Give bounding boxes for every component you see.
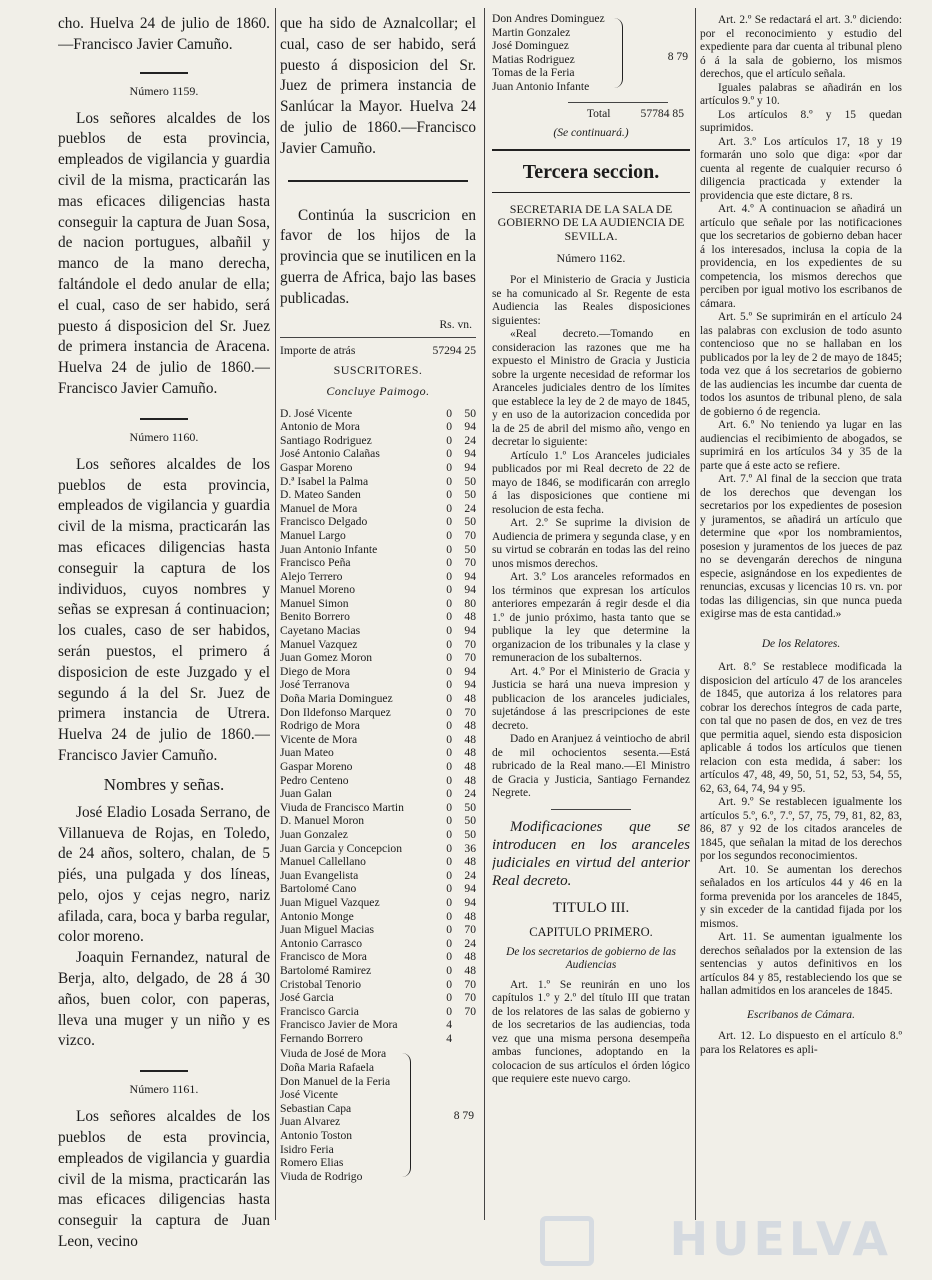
subscriber-cents: 70 xyxy=(464,556,476,570)
notice-number: Número 1160. xyxy=(129,429,199,444)
subscriber-reales: 0 xyxy=(446,814,452,828)
subscriber-name: Isidro Feria xyxy=(280,1142,334,1156)
total-value: 57784 85 xyxy=(640,106,684,120)
group-member xyxy=(280,1129,476,1143)
watermark-text: HUELVA xyxy=(669,1212,892,1266)
paragraph: Continúa la suscricion en favor de los hijos de la provincia que se inutilicen en la guerra de Africa, bajo las bases publicadas. xyxy=(280,206,476,307)
capitulo-heading: CAPITULO PRIMERO. xyxy=(529,924,653,939)
subscriber-cents: 94 xyxy=(464,583,476,597)
subscriber-name: Juan Gonzalez xyxy=(280,827,348,841)
subscriber-name: Cayetano Macias xyxy=(280,624,361,638)
paragraph: Los señores alcaldes de los pueblos de esta provincia, empleados de vigilancia y guardia civil de la misma, practicarán las mas eficaces diligencias hasta conseguir la captura de los individuos, cuyos nombres y señas se expresan á continuacion; los cuales, caso de ser habidos, serán puestos, el primero á disposicion de este Juzgado y el segundo á la del Sr. Juez de primera instancia de Utrera. Huelva 24 de julio de 1860.—Francisco Javier Camuño. xyxy=(58,455,270,764)
subscriber-name: Viuda de Rodrigo xyxy=(280,1169,363,1183)
subscriber-reales: 0 xyxy=(446,1004,452,1018)
subscriber-name: Don Ildefonso Marquez xyxy=(280,705,391,719)
paragraph: Art. 3.º Los aranceles reformados en los términos que expresan los artículos anteriores empezarán á regir desde el dia 1.º de junio próximo, hasta tanto que se publique la ley que determine la organizacion de los tribunales y la clase y remuneracion de los subalternos. xyxy=(492,571,690,665)
subscriber-cents: 70 xyxy=(464,991,476,1005)
subscriber-name: Martin Gonzalez xyxy=(492,25,571,39)
subscriber-name: Juan Miguel Macias xyxy=(280,923,375,937)
subscriber-row xyxy=(280,407,476,421)
group-member xyxy=(280,1143,476,1157)
modificaciones-heading: Modificaciones que se introducen en los aranceles judiciales en virtud del anterior Real decreto. xyxy=(492,818,690,889)
group-member xyxy=(492,66,690,80)
subscriber-name: Doña Maria Rafaela xyxy=(280,1061,374,1075)
subscriber-row xyxy=(280,937,476,951)
subscriber-reales: 0 xyxy=(446,705,452,719)
subscriber-name: Antonio Toston xyxy=(280,1129,353,1143)
subscriber-name: Viuda de Francisco Martin xyxy=(280,800,404,814)
column-3 xyxy=(492,0,690,1087)
subscriber-name: José Garcia xyxy=(280,991,334,1005)
subscriber-reales: 0 xyxy=(446,787,452,801)
subscriber-reales: 0 xyxy=(446,447,452,461)
subscriber-reales: 0 xyxy=(446,515,452,529)
subscriber-cents: 50 xyxy=(464,474,476,488)
subscriber-cents: 50 xyxy=(464,488,476,502)
subscriber-name: D. José Vicente xyxy=(280,406,353,420)
group-member xyxy=(280,1156,476,1170)
group-member xyxy=(492,39,690,53)
subscriber-cents: 48 xyxy=(464,963,476,977)
subscriber-cents: 94 xyxy=(464,420,476,434)
paragraph: Art. 12. Lo dispuesto en el artículo 8.º para los Relatores es apli- xyxy=(700,1030,902,1056)
subscriber-row xyxy=(280,638,476,652)
subscriber-row xyxy=(280,420,476,434)
subscriber-name: D. Manuel Moron xyxy=(280,814,365,828)
subscriber-name: Vicente de Mora xyxy=(280,732,358,746)
paragraph: Art. 5.º Se suprimirán en el artículo 24 las palabras con exclusion de todo asunto contencioso que no se hallaban en los publicados por la ley de 2 de mayo de 1845; toda vez que á los secretarios de gobierno de las audiencias les incumbe dar cuenta de todos los asuntos de tribunal pleno, de sala de gobierno ó de regencia. xyxy=(700,311,902,418)
subscriber-row xyxy=(280,1018,476,1032)
paragraph: Por el Ministerio de Gracia y Justicia se ha comunicado al Sr. Regente de esta Audiencia las Reales disposiciones siguientes: xyxy=(492,274,690,327)
subscriber-cents: 50 xyxy=(464,542,476,556)
subscriber-row xyxy=(280,760,476,774)
group-member xyxy=(280,1047,476,1061)
column-rule xyxy=(275,8,276,1220)
subscriber-cents: 48 xyxy=(464,760,476,773)
paragraph: Art. 3.º Los artículos 17, 18 y 19 formarán uno solo que diga: «por dar cuenta al regente de cualquier recurso ó diligencia practicada y extender la providencia que este dictare, 8 rs. xyxy=(700,135,902,202)
paragraph: Dado en Aranjuez á veintiocho de abril de mil ochocientos sesenta.—Está rubricado de la Real mano.—El Ministro de Gracia y Justicia, Santiago Fernandez Negrete. xyxy=(492,733,690,800)
paragraph: Art. 6.º No teniendo ya lugar en las audiencias el recibimiento de abogados, se suprimirá en los artículos 34 y 35 de la parte que á este acto se refiere. xyxy=(700,419,902,472)
subscriber-reales: 0 xyxy=(446,501,452,515)
subscriber-reales: 0 xyxy=(446,855,452,869)
subscriber-name: Bartolomé Cano xyxy=(280,882,357,896)
subscriber-cents: 48 xyxy=(464,746,476,760)
subscriber-row xyxy=(280,570,476,584)
subscriber-row xyxy=(280,665,476,679)
subscriber-reales: 0 xyxy=(446,692,452,706)
subscriber-cents: 70 xyxy=(464,977,476,991)
subscriber-reales: 0 xyxy=(446,963,452,977)
subscriber-name: Juan Alvarez xyxy=(280,1115,341,1129)
subscriber-reales: 0 xyxy=(446,719,452,733)
separator xyxy=(492,192,690,193)
subscriber-name: Santiago Rodriguez xyxy=(280,433,372,447)
subscriber-name: Juan Galan xyxy=(280,787,332,801)
subscriber-name: José Antonio Calañas xyxy=(280,447,380,461)
subscriber-row xyxy=(280,488,476,502)
subscriber-row xyxy=(280,896,476,910)
subscriber-cents: 94 xyxy=(464,664,476,678)
importe-label: Importe de atrás xyxy=(280,343,356,357)
paragraph: Art. 1.º Se reunirán en uno los capítulos 1.º y 2.º del título III que tratan de los relatores de las salas de gobierno y de los secretarios de las audiencias, toda vez que una misma persona desempeña ambas funciones, adoptando en la colocacion de sus artículos el órden lógico que requiere este nuevo cargo. xyxy=(492,978,690,1086)
subscriber-cents: 48 xyxy=(464,909,476,923)
subscriber-reales: 0 xyxy=(446,950,452,964)
subscriber-reales: 0 xyxy=(446,528,452,542)
subscriber-reales: 4 xyxy=(446,1031,452,1045)
subscriber-row xyxy=(280,910,476,924)
suscritores-heading: SUSCRITORES. xyxy=(333,362,423,377)
notice-number: Número 1159. xyxy=(129,83,199,98)
subscriber-name: José Dominguez xyxy=(492,39,569,53)
subscriber-row xyxy=(280,610,476,624)
notice-number: Número 1162. xyxy=(556,251,626,266)
subscriber-reales: 0 xyxy=(446,936,452,950)
subscriber-name: Tomas de la Feria xyxy=(492,66,575,80)
subscriber-cents: 48 xyxy=(464,773,476,787)
column-1 xyxy=(58,0,270,1253)
total-label: Total xyxy=(586,106,611,120)
subscriber-row xyxy=(280,828,476,842)
subscriber-row xyxy=(280,746,476,760)
brace xyxy=(402,1053,411,1177)
group-member xyxy=(280,1088,476,1102)
column-rule xyxy=(695,8,696,1220)
subscriber-cents: 94 xyxy=(464,447,476,461)
subscriber-reales: 0 xyxy=(446,868,452,882)
subscriber-row xyxy=(280,991,476,1005)
subscriber-row xyxy=(280,597,476,611)
subscriber-cents: 94 xyxy=(464,460,476,474)
subscriber-name: Romero Elias xyxy=(280,1156,344,1170)
paragraph: Joaquin Fernandez, natural de Berja, alto, delgado, de 28 á 30 años, buen color, con paperas, lleva una muger y un niño y es vizco. xyxy=(58,949,270,1050)
subscriber-row xyxy=(280,502,476,516)
subscriber-cents: 70 xyxy=(464,923,476,937)
subscriber-name: Don Andres Dominguez xyxy=(492,12,605,25)
subscriber-name: Juan Gomez Moron xyxy=(280,651,373,665)
subscriber-name: D. Mateo Sanden xyxy=(280,488,361,502)
subscriber-row xyxy=(280,447,476,461)
notice-number: Número 1161. xyxy=(129,1082,199,1097)
subscriber-name: Antonio Monge xyxy=(280,909,354,923)
subscriber-cents xyxy=(452,1032,476,1046)
subscriber-cents: 70 xyxy=(464,651,476,665)
subscriber-cents: 94 xyxy=(464,895,476,909)
subscriber-row xyxy=(280,556,476,570)
subscriber-name: Francisco Peña xyxy=(280,556,351,570)
subscriber-reales: 0 xyxy=(446,433,452,447)
subscriber-name: Viuda de José de Mora xyxy=(280,1047,387,1061)
subscriber-reales: 0 xyxy=(446,882,452,896)
subscriber-reales: 0 xyxy=(446,678,452,692)
subscriber-row xyxy=(280,869,476,883)
paragraph: Los artículos 8.º y 15 quedan suprimidos. xyxy=(700,108,902,134)
subscriber-name: Juan Antonio Infante xyxy=(492,79,590,93)
subscriber-reales: 0 xyxy=(446,460,452,474)
subscriber-cents: 36 xyxy=(464,841,476,855)
subscriber-name: Rodrigo de Mora xyxy=(280,719,360,733)
subscriber-row xyxy=(280,882,476,896)
subscriber-name: Manuel Largo xyxy=(280,528,346,542)
subscriber-cents: 48 xyxy=(464,950,476,964)
paragraph: «Real decreto.—Tomando en consideracion las razones que me ha expuesto el Ministro de Gracia y Justicia sobre la urgente necesidad de reformar los Aranceles judiciales dentro de los límites que establece la ley de 2 de mayo de 1845, y en uso de la autorizacion concedida por la de 25 de abril del mismo año, vengo en decretar lo siguiente: xyxy=(492,328,690,449)
subscriber-row xyxy=(280,678,476,692)
subscriber-reales: 0 xyxy=(446,474,452,488)
subscriber-cents: 70 xyxy=(464,528,476,542)
subscriber-reales: 0 xyxy=(446,637,452,651)
subscriber-name: Benito Borrero xyxy=(280,610,350,624)
subscriber-name: Francisco Delgado xyxy=(280,515,368,529)
subscriber-name: Juan Antonio Infante xyxy=(280,542,378,556)
subscriber-reales: 0 xyxy=(446,406,452,420)
paragraph: Iguales palabras se añadirán en los artículos 9.º y 10. xyxy=(700,81,902,107)
section-heading: Nombres y señas. xyxy=(103,774,225,794)
paragraph: Art. 7.º Al final de la seccion que trata de los derechos que devengan los secretarios por los expedientes de posesion y juramentos, se añadirá un artículo que determine que «por los nombramientos, posesion y juramentos de los jueces de paz no se devengarán derechos de ninguna especie, asignándose en los expedientes de renuncias, excusas y licencias 10 rs. vn. por todas las diligencias, sin que nunca pueda exigirse mas de esta cantidad.» xyxy=(700,473,902,620)
subscriber-cents: 94 xyxy=(464,569,476,583)
subscriber-row xyxy=(280,475,476,489)
group-member xyxy=(492,80,690,94)
subscriber-cents: 24 xyxy=(464,936,476,950)
subscriber-cents: 50 xyxy=(464,406,476,420)
separator xyxy=(551,809,631,810)
paragraph: Los señores alcaldes de los pueblos de esta provincia, empleados de vigilancia y guardia civil de la misma, practicarán las mas eficaces diligencias hasta conseguir la captura de Juan Sosa, de nacion portugues, albañil y manco de la mano derecha, faltándole el dedo anular de ella; el cual, caso de ser habido, será puesto á disposicion del Sr. Juez de primera instancia de Aracena. Huelva 24 de julio de 1860.—Francisco Javier Camuño. xyxy=(58,109,270,397)
subscriber-cents: 50 xyxy=(464,827,476,841)
subscriber-name: Juan Evangelista xyxy=(280,868,359,882)
subscriber-cents: 50 xyxy=(464,515,476,529)
subscriber-row xyxy=(280,978,476,992)
subsection-heading: De los Relatores. xyxy=(761,637,841,650)
subscriber-group xyxy=(280,1047,476,1183)
subscriber-reales: 0 xyxy=(446,923,452,937)
currency-label: Rs. vn. xyxy=(439,317,472,331)
subscriber-reales: 0 xyxy=(446,800,452,814)
subscriber-name: Gaspar Moreno xyxy=(280,760,353,773)
subscriber-reales: 4 xyxy=(446,1018,452,1032)
column-2 xyxy=(280,0,476,1183)
group-member xyxy=(492,26,690,40)
subscriber-row xyxy=(280,583,476,597)
subscriber-cents: 48 xyxy=(464,855,476,869)
subscriber-reales: 0 xyxy=(446,651,452,665)
subscriber-row xyxy=(280,434,476,448)
subscriber-name: Francisco de Mora xyxy=(280,950,367,964)
separator xyxy=(140,72,188,74)
subscriber-cents xyxy=(452,1018,476,1032)
subscriber-cents: 48 xyxy=(464,732,476,746)
section-title: Tercera seccion. xyxy=(522,160,660,183)
column-4 xyxy=(700,0,902,1057)
subscriber-row xyxy=(280,801,476,815)
subscriber-reales: 0 xyxy=(446,624,452,638)
subscriber-row xyxy=(280,950,476,964)
subscriber-list xyxy=(280,407,476,1046)
group-member xyxy=(492,12,690,26)
titulo-heading: TITULO III. xyxy=(552,899,630,916)
subscriber-row xyxy=(280,543,476,557)
separator xyxy=(140,1070,188,1072)
subscriber-name: Bartolomé Ramirez xyxy=(280,963,372,977)
subscriber-row xyxy=(280,1005,476,1019)
subscriber-cents: 24 xyxy=(464,787,476,801)
subscriber-cents: 94 xyxy=(464,624,476,638)
subscriber-name: Manuel Callellano xyxy=(280,855,366,869)
subscriber-row xyxy=(280,529,476,543)
subscriber-name: José Vicente xyxy=(280,1088,339,1102)
subscriber-name: Manuel Simon xyxy=(280,596,349,610)
subscriber-name: Manuel Moreno xyxy=(280,583,356,597)
subscriber-row xyxy=(280,692,476,706)
subsection-heading: De los secretarios de gobierno de las Audiencias xyxy=(506,945,676,972)
importe-value: 57294 25 xyxy=(432,343,476,357)
total-row xyxy=(492,107,690,120)
paragraph: Los señores alcaldes de los pueblos de esta provincia, empleados de vigilancia y guardia civil de la misma, practicarán las mas eficaces diligencias hasta conseguir la captura de Juan Leon, vecino xyxy=(58,1108,270,1251)
subscriber-cents: 48 xyxy=(464,719,476,733)
subscriber-row xyxy=(280,842,476,856)
paragraph: Art. 11. Se aumentan igualmente los derechos señalados por la extension de las sentencias y autos definitivos en los artículos 84 y 85, restableciendo los que se hallan admitidos en los aranceles de 1845. xyxy=(700,931,902,997)
paragraph: Artículo 1.º Los Aranceles judiciales publicados por mi Real decreto de 22 de mayo de 1846, se modificarán con arreglo á las disposiciones que contiene mi resolucion de esta fecha. xyxy=(492,449,690,516)
subscriber-name: Juan Miguel Vazquez xyxy=(280,895,380,909)
subscriber-name: Antonio Carrasco xyxy=(280,936,363,950)
subscriber-reales: 0 xyxy=(446,596,452,610)
paragraph: Art. 2.º Se suprime la division de Audiencia de primera y segunda clase, y en su virtud se cobrarán en todas las del reino unos mismos derechos. xyxy=(492,517,690,570)
subscriber-name: Sebastian Capa xyxy=(280,1101,352,1115)
subscriber-row xyxy=(280,774,476,788)
subscriber-name: Juan Garcia y Concepcion xyxy=(280,841,403,855)
subscriber-reales: 0 xyxy=(446,991,452,1005)
subscriber-row xyxy=(280,1032,476,1046)
group-total: 8 79 xyxy=(453,1109,474,1123)
subscriber-name: Alejo Terrero xyxy=(280,569,343,583)
subscriber-cents: 24 xyxy=(464,433,476,447)
group-member xyxy=(280,1075,476,1089)
subscriber-name: Cristobal Tenorio xyxy=(280,977,362,991)
subscriber-group xyxy=(492,12,690,94)
watermark-logo-icon xyxy=(540,1216,594,1266)
paragraph: cho. Huelva 24 de julio de 1860.—Francisco Javier Camuño. xyxy=(58,15,270,53)
paragraph: Art. 8.º Se restablece modificada la disposicion del artículo 47 de los aranceles de 1845, que autoriza á los relatores para cobrar los derechos íntegros de cada parte, con tal que no pasen de dos, en vez de tres que permitia aquel, siendo esta disposicion aplicable á todos los artículos que tienen relacion con esta medida, á saber: los artículos 47, 48, 49, 50, 51, 52, 53, 54, 55, 62, 63, 64, 74, 94 y 95. xyxy=(700,661,902,795)
group-member xyxy=(492,53,690,67)
subscriber-name: Matias Rodriguez xyxy=(492,52,575,66)
group-member xyxy=(280,1115,476,1129)
subscriber-cents: 48 xyxy=(464,610,476,624)
subscriber-cents: 80 xyxy=(464,596,476,610)
subscriber-name: Diego de Mora xyxy=(280,664,351,678)
subscriber-name: Francisco Garcia xyxy=(280,1004,359,1018)
subscriber-name: Doña Maria Dominguez xyxy=(280,692,393,706)
secretaria-heading: SECRETARIA DE LA SALA DE GOBIERNO DE LA AUDIENCIA DE SEVILLA. xyxy=(497,201,685,243)
subscriber-reales: 0 xyxy=(446,841,452,855)
separator xyxy=(280,337,476,338)
subscriber-reales: 0 xyxy=(446,760,452,773)
subscriber-row xyxy=(280,814,476,828)
subscriber-cents: 48 xyxy=(464,692,476,706)
subscriber-row xyxy=(280,787,476,801)
subscriber-name: Francisco Javier de Mora xyxy=(280,1018,398,1032)
subscriber-reales: 0 xyxy=(446,556,452,570)
paragraph: Art. 9.º Se restablecen igualmente los artículos 5.º, 6.º, 7.º, 57, 75, 79, 81, 82, 83, 86, 87 y 92 de los citados aranceles de 1845, que señalan la mitad de los derechos por los segundos reconocimientos. xyxy=(700,796,902,862)
subscriber-reales: 0 xyxy=(446,909,452,923)
subscriber-reales: 0 xyxy=(446,773,452,787)
group-member xyxy=(280,1170,476,1184)
subscriber-cents: 94 xyxy=(464,882,476,896)
subscriber-reales: 0 xyxy=(446,827,452,841)
subscriber-cents: 70 xyxy=(464,705,476,719)
subscriber-reales: 0 xyxy=(446,420,452,434)
group-total: 8 79 xyxy=(667,50,688,63)
paragraph: que ha sido de Aznalcollar; el cual, caso de ser habido, será puesto á disposicion del Sr. Juez de primera instancia de Sanlúcar la Mayor. Huelva 24 de julio de 1860.—Francisco Javier Camuño. xyxy=(280,15,476,157)
subscriber-reales: 0 xyxy=(446,746,452,760)
subscriber-reales: 0 xyxy=(446,895,452,909)
subscriber-row xyxy=(280,624,476,638)
subscriber-cents: 50 xyxy=(464,800,476,814)
subscriber-reales: 0 xyxy=(446,664,452,678)
subscriber-reales: 0 xyxy=(446,488,452,502)
continued-note: (Se continuará.) xyxy=(553,125,629,139)
subscriber-name: Don Manuel de la Feria xyxy=(280,1074,391,1088)
paragraph: Art. 2.º Se redactará el art. 3.º diciendo: por el reconocimiento y estudio del expediente para dar cuenta al tribunal pleno ó á la sala de gobierno, los mismos derechos, que el artículo señala. xyxy=(700,14,902,80)
separator xyxy=(288,180,468,182)
subscriber-row xyxy=(280,964,476,978)
subscriber-name: Manuel de Mora xyxy=(280,501,358,515)
subscriber-reales: 0 xyxy=(446,542,452,556)
subscriber-reales: 0 xyxy=(446,610,452,624)
subscriber-cents: 24 xyxy=(464,868,476,882)
subheading: Concluye Paimogo. xyxy=(326,383,430,398)
subscriber-cents: 24 xyxy=(464,501,476,515)
subscriber-row xyxy=(280,461,476,475)
subscriber-row xyxy=(280,515,476,529)
separator xyxy=(140,418,188,420)
subscriber-name: Gaspar Moreno xyxy=(280,460,353,474)
subscriber-cents: 94 xyxy=(464,678,476,692)
subscriber-name: Pedro Centeno xyxy=(280,773,349,787)
subscriber-cents: 50 xyxy=(464,814,476,828)
brace xyxy=(614,18,623,88)
subscriber-name: José Terranova xyxy=(280,678,350,692)
subscriber-row xyxy=(280,719,476,733)
subscriber-row xyxy=(280,706,476,720)
subscriber-cents: 70 xyxy=(464,637,476,651)
paragraph: José Eladio Losada Serrano, de Villanueva de Rojas, en Toledo, de 24 años, soltero, chalan, de 5 piés, una pulgada y dos líneas, pelo, ojos y cejas negro, nariz afilada, cara, boca y barba regular, color moreno. xyxy=(58,803,270,946)
paragraph: Art. 4.º A continuacion se añadirá un artículo que señale por las notificaciones que los secretarios de gobierno deban hacer á los interesados, inclusa la copia de la providencia, en los expedientes de su competencia, los mismos derechos que perciben por igual motivo los escribanos de cámara. xyxy=(700,203,902,310)
group-member xyxy=(280,1102,476,1116)
subscriber-name: Juan Mateo xyxy=(280,746,334,760)
subscriber-row xyxy=(280,923,476,937)
group-member xyxy=(280,1061,476,1075)
subscriber-name: D.ª Isabel la Palma xyxy=(280,474,369,488)
importe-row xyxy=(280,344,476,357)
subscriber-row xyxy=(280,855,476,869)
column-rule xyxy=(484,8,485,1220)
subscriber-name: Manuel Vazquez xyxy=(280,637,358,651)
paragraph: Art. 10. Se aumentan los derechos señalados en los artículos 44 y 46 en la forma prevenida por los aranceles de 1845, y sin exceder de la cantidad fijada por los mismos. xyxy=(700,863,902,930)
subscriber-reales: 0 xyxy=(446,732,452,746)
separator xyxy=(568,102,668,103)
separator xyxy=(492,149,690,151)
subscriber-cents: 70 xyxy=(464,1004,476,1018)
subscriber-name: Fernando Borrero xyxy=(280,1031,363,1045)
subscriber-row xyxy=(280,651,476,665)
paragraph: Art. 4.º Por el Ministerio de Gracia y Justicia se hará una nueva impresion y publicacion de los aranceles judiciales, sujetándose á las prescripciones de este decreto. xyxy=(492,665,690,732)
subscriber-reales: 0 xyxy=(446,583,452,597)
subscriber-reales: 0 xyxy=(446,977,452,991)
subscriber-name: Antonio de Mora xyxy=(280,420,360,434)
subsection-heading: Escribanos de Cámara. xyxy=(747,1008,855,1021)
subscriber-reales: 0 xyxy=(446,569,452,583)
subscriber-row xyxy=(280,733,476,747)
